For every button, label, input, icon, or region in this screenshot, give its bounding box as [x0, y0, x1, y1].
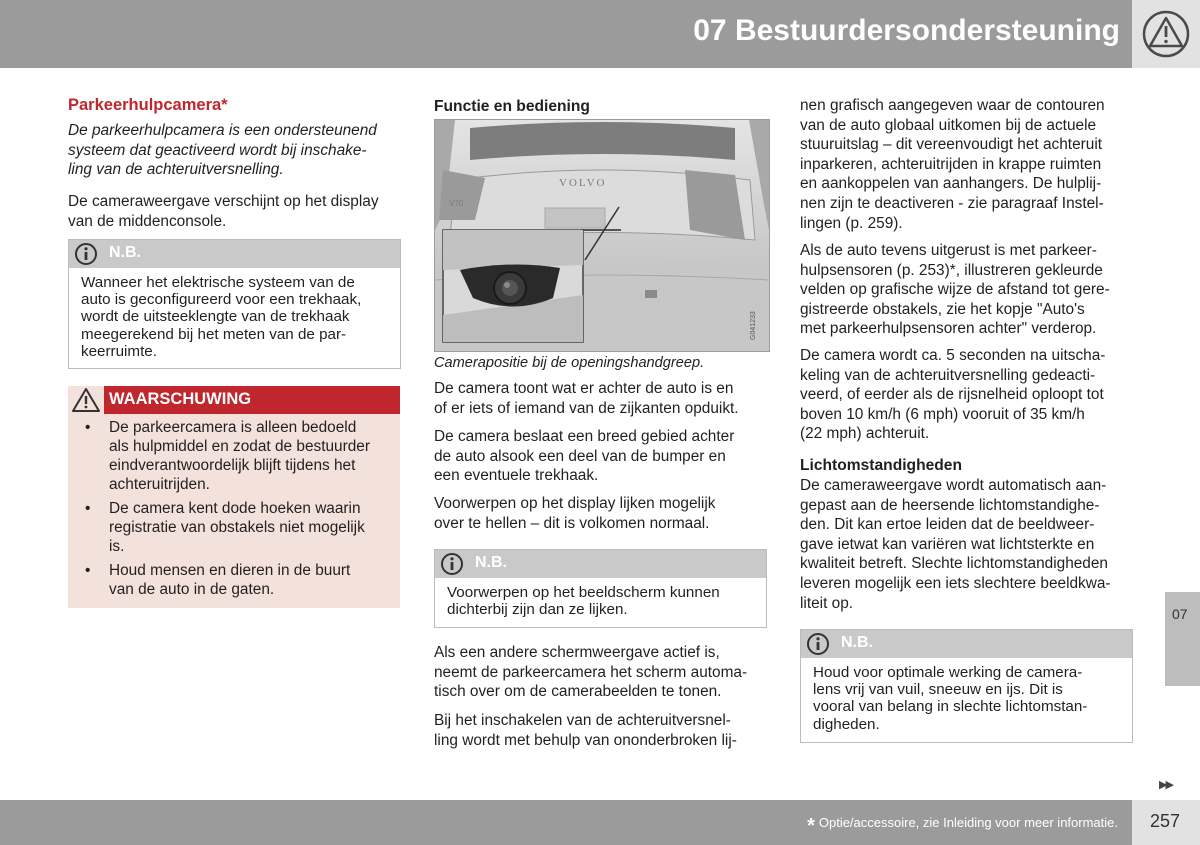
chapter-title: 07 Bestuurdersondersteuning: [693, 14, 1120, 47]
info-icon: [805, 632, 831, 656]
note-text: Voorwerpen op het beeldscherm kunnen dichterbij zijn dan ze lijken.: [447, 584, 720, 619]
camera-position-illustration: [434, 119, 770, 352]
page-number: 257: [1150, 811, 1181, 831]
warning-item: • De camera kent dode hoeken waarin registratie van obstakels niet mogelijk is.: [85, 500, 365, 555]
paragraph: De camera beslaat een breed gebied achter de auto alsook een deel van de bumper en een eventuele trekhaak.: [434, 428, 735, 485]
model-lettering: V70: [449, 199, 464, 208]
paragraph: De cameraweergave verschijnt op het display van de middenconsole.: [68, 193, 379, 230]
paragraph: Voorwerpen op het display lijken mogelijk over te hellen – dit is volkomen normaal.: [434, 495, 716, 532]
section-heading-parkeerhulpcamera: Parkeerhulpcamera*: [68, 96, 228, 114]
section-heading-functie: Functie en bediening: [434, 98, 590, 115]
note-title: N.B.: [475, 554, 507, 571]
section-heading-lichtomstandigheden: Lichtomstandigheden: [800, 457, 963, 474]
brand-lettering: VOLVO: [559, 177, 607, 189]
intro-paragraph: De parkeerhulpcamera is een ondersteunend systeem dat geactiveerd wordt bij inschake- ling van de achteruitversnelling.: [68, 122, 377, 179]
footer-note: * Optie/accessoire, zie Inleiding voor meer informatie.: [807, 815, 1118, 837]
note-box: [434, 549, 767, 628]
warning-triangle-icon: [68, 386, 104, 414]
note-title: N.B.: [841, 634, 873, 651]
figure-code: G041233: [750, 311, 757, 340]
note-box: [68, 239, 401, 369]
info-icon: [73, 242, 99, 266]
figure-caption: Camerapositie bij de openingshandgreep.: [434, 355, 705, 371]
info-icon: [439, 552, 465, 576]
paragraph: De cameraweergave wordt automatisch aan- gepast aan de heersende lichtomstandighe- den. Dit kan ertoe leiden dat de beeldweer- gave ietwat kan variëren wat lichtsterkte en kwaliteit betreft. Slechte lichtomstandigheden leveren mogelijk een iets slechtere beeldkwa- liteit op.: [800, 477, 1111, 612]
warning-box: [68, 386, 400, 608]
paragraph: Als een andere schermweergave actief is, neemt de parkeercamera het scherm automa- tisch over om de camerabeelden te tonen.: [434, 644, 748, 701]
warning-item: • De parkeercamera is alleen bedoeld als hulpmiddel en zodat de bestuurder eindverantwoordelijk blijft tijdens het achteruitrijden.: [85, 419, 370, 493]
paragraph: Bij het inschakelen van de achteruitversnel- ling wordt met behulp van ononderbroken lij-: [434, 712, 737, 749]
chapter-side-tab-label: 07: [1172, 606, 1188, 622]
paragraph: nen grafisch aangegeven waar de contouren van de auto globaal uitkomen bij de actuele stuuruitslag – dit vereenvoudigt het achteruit inparkeren, achteruitrijden in krappe ruimten en aankoppelen van aanhangers. De hulplij- nen zijn te deactiveren - zie paragraaf Instel- lingen (p. 259).: [800, 97, 1105, 232]
note-text: Houd voor optimale werking de camera- lens vrij van vuil, sneeuw en ijs. Dit is vooral van belang in slechte lichtomstan- digheden.: [813, 664, 1088, 733]
note-box: [800, 629, 1133, 743]
paragraph: De camera wordt ca. 5 seconden na uitscha- keling van de achteruitversnelling gedeacti- veerd, of eerder als de rijsnelheid oploopt tot boven 10 km/h (6 mph) vooruit of 35 km/h (22 mph) achteruit.: [800, 347, 1106, 443]
warning-item: • Houd mensen en dieren in de buurt van de auto in de gaten.: [85, 562, 351, 598]
note-text: Wanneer het elektrische systeem van de auto is geconfigureerd voor een trekhaak, wordt de uitsteeklengte van de trekhaak meegerekend bij het meten van de par- keerruimte.: [81, 274, 362, 360]
header-icon-box: [1132, 0, 1200, 68]
next-page-arrows-icon[interactable]: ▶▶: [1159, 779, 1172, 791]
warning-triangle-icon: [1132, 0, 1200, 68]
paragraph: De camera toont wat er achter de auto is en of er iets of iemand van de zijkanten opduikt.: [434, 380, 739, 417]
warning-title: WAARSCHUWING: [109, 390, 252, 408]
note-title: N.B.: [109, 244, 141, 261]
footnote-asterisk: *: [807, 815, 815, 837]
chapter-side-tab[interactable]: [1165, 592, 1200, 686]
paragraph: Als de auto tevens uitgerust is met parkeer- hulpsensoren (p. 253)*, illustreren gekleurde velden op grafische wijze de afstand tot gere- gistreerde obstakels, zie het kopje "Auto's met parkeerhulpsensoren achter" verderop.: [800, 242, 1110, 338]
